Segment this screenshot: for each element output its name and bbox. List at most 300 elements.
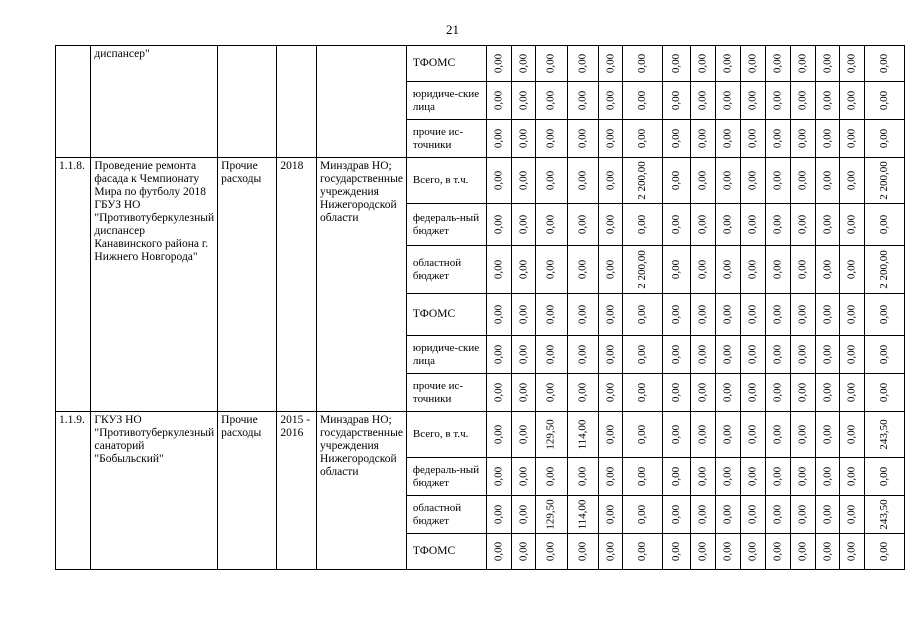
value-cell <box>511 158 536 204</box>
value-cell <box>598 374 623 412</box>
value-text: 0,00 <box>696 259 709 280</box>
value-text: 0,00 <box>545 382 558 403</box>
value-cell <box>662 294 690 336</box>
value-cell <box>511 82 536 120</box>
value-cell <box>567 46 598 82</box>
value-cell <box>662 158 690 204</box>
value-text: 0,00 <box>545 466 558 487</box>
value-cell <box>715 246 740 294</box>
value-cell <box>715 534 740 570</box>
value-text: 0,00 <box>545 344 558 365</box>
value-text: 0,00 <box>492 541 505 562</box>
value-text: 114,00 <box>576 499 589 530</box>
value-text: 0,00 <box>821 259 834 280</box>
value-cell <box>536 204 567 246</box>
value-cell <box>865 82 905 120</box>
value-text: 0,00 <box>576 541 589 562</box>
value-cell <box>790 496 815 534</box>
value-text: 0,00 <box>603 259 616 280</box>
value-text: 0,00 <box>796 382 809 403</box>
value-cell <box>662 82 690 120</box>
item-executor: Минздрав НО; государственные учреждения Нижегородской области <box>317 412 407 570</box>
value-text: 0,00 <box>721 90 734 111</box>
value-text: 0,00 <box>545 170 558 191</box>
value-cell <box>790 336 815 374</box>
value-cell <box>865 204 905 246</box>
value-text: 0,00 <box>516 541 529 562</box>
value-cell <box>567 458 598 496</box>
value-cell <box>715 120 740 158</box>
value-cell <box>598 496 623 534</box>
value-cell <box>623 204 663 246</box>
value-text: 0,00 <box>696 504 709 525</box>
value-text: 0,00 <box>821 504 834 525</box>
value-text: 2 200,00 <box>878 250 891 289</box>
value-text: 0,00 <box>696 128 709 149</box>
funding-source: областной бюджет <box>406 496 486 534</box>
value-text: 0,00 <box>845 424 858 445</box>
value-cell <box>567 294 598 336</box>
funding-source: Всего, в т.ч. <box>406 158 486 204</box>
item-name: ГКУЗ НО "Противотуберкулезный санаторий "Бобыльский" <box>91 412 218 570</box>
value-cell <box>536 46 567 82</box>
value-text: 0,00 <box>516 466 529 487</box>
value-text: 0,00 <box>821 53 834 74</box>
value-cell <box>840 458 865 496</box>
value-cell <box>486 458 511 496</box>
value-cell <box>623 374 663 412</box>
value-text: 0,00 <box>545 53 558 74</box>
value-text: 0,00 <box>821 214 834 235</box>
value-text: 0,00 <box>603 304 616 325</box>
value-text: 0,00 <box>636 53 649 74</box>
value-cell <box>740 496 765 534</box>
value-cell <box>815 412 840 458</box>
value-cell <box>691 82 716 120</box>
value-text: 0,00 <box>603 90 616 111</box>
value-text: 0,00 <box>636 466 649 487</box>
value-cell <box>740 458 765 496</box>
value-text: 0,00 <box>771 214 784 235</box>
item-executor <box>317 46 407 158</box>
value-cell <box>486 496 511 534</box>
value-cell <box>511 458 536 496</box>
value-text: 0,00 <box>492 90 505 111</box>
value-text: 0,00 <box>492 504 505 525</box>
value-cell <box>840 294 865 336</box>
value-cell <box>740 120 765 158</box>
value-cell <box>715 412 740 458</box>
value-text: 0,00 <box>796 504 809 525</box>
value-text: 0,00 <box>603 53 616 74</box>
value-text: 0,00 <box>516 170 529 191</box>
value-text: 2 200,00 <box>636 161 649 200</box>
value-text: 0,00 <box>492 304 505 325</box>
value-cell <box>815 46 840 82</box>
value-cell <box>536 336 567 374</box>
value-cell <box>536 158 567 204</box>
value-cell <box>765 120 790 158</box>
value-text: 0,00 <box>845 466 858 487</box>
value-cell <box>536 412 567 458</box>
value-text: 0,00 <box>669 424 682 445</box>
value-text: 0,00 <box>796 344 809 365</box>
value-cell <box>486 120 511 158</box>
value-cell <box>740 534 765 570</box>
value-text: 0,00 <box>771 466 784 487</box>
value-text: 0,00 <box>669 128 682 149</box>
value-cell <box>815 374 840 412</box>
expense-type: Прочие расходы <box>218 412 277 570</box>
budget-table <box>55 45 905 570</box>
value-text: 0,00 <box>746 424 759 445</box>
value-cell <box>790 458 815 496</box>
value-text: 0,00 <box>771 128 784 149</box>
value-cell <box>598 412 623 458</box>
value-cell <box>511 46 536 82</box>
value-text: 0,00 <box>516 304 529 325</box>
value-cell <box>840 120 865 158</box>
value-cell <box>691 204 716 246</box>
value-cell <box>511 336 536 374</box>
item-name: диспансер" <box>91 46 218 158</box>
value-cell <box>486 374 511 412</box>
value-cell <box>815 458 840 496</box>
value-text: 0,00 <box>696 424 709 445</box>
funding-source: ТФОМС <box>406 534 486 570</box>
value-text: 0,00 <box>636 90 649 111</box>
value-text: 0,00 <box>796 170 809 191</box>
value-cell <box>536 120 567 158</box>
value-cell <box>567 204 598 246</box>
value-text: 0,00 <box>796 541 809 562</box>
funding-source: прочие ис-точники <box>406 120 486 158</box>
value-text: 0,00 <box>545 214 558 235</box>
value-cell <box>511 412 536 458</box>
value-cell <box>790 82 815 120</box>
value-cell <box>536 294 567 336</box>
value-cell <box>790 294 815 336</box>
value-text: 0,00 <box>721 214 734 235</box>
value-text: 0,00 <box>796 53 809 74</box>
value-text: 0,00 <box>576 214 589 235</box>
value-text: 0,00 <box>545 259 558 280</box>
value-cell <box>623 458 663 496</box>
value-cell <box>840 496 865 534</box>
value-cell <box>840 82 865 120</box>
value-cell <box>740 246 765 294</box>
value-text: 0,00 <box>636 424 649 445</box>
value-cell <box>715 374 740 412</box>
value-cell <box>598 120 623 158</box>
value-text: 0,00 <box>516 90 529 111</box>
value-cell <box>790 46 815 82</box>
value-cell <box>691 120 716 158</box>
value-text: 0,00 <box>845 304 858 325</box>
value-text: 0,00 <box>492 128 505 149</box>
value-cell <box>662 336 690 374</box>
value-text: 0,00 <box>771 53 784 74</box>
value-text: 0,00 <box>636 128 649 149</box>
value-text: 0,00 <box>576 53 589 74</box>
value-cell <box>691 158 716 204</box>
value-cell <box>598 458 623 496</box>
value-text: 0,00 <box>669 214 682 235</box>
value-cell <box>511 294 536 336</box>
table-row <box>56 412 905 458</box>
value-text: 0,00 <box>492 466 505 487</box>
value-text: 0,00 <box>721 128 734 149</box>
value-text: 0,00 <box>845 344 858 365</box>
value-text: 243,50 <box>878 419 891 450</box>
value-cell <box>815 496 840 534</box>
value-text: 0,00 <box>636 382 649 403</box>
value-text: 0,00 <box>878 214 891 235</box>
value-text: 0,00 <box>576 259 589 280</box>
value-cell <box>662 246 690 294</box>
expense-type <box>218 46 277 158</box>
value-cell <box>486 336 511 374</box>
value-text: 0,00 <box>878 304 891 325</box>
value-cell <box>790 120 815 158</box>
value-text: 0,00 <box>771 504 784 525</box>
value-text: 0,00 <box>669 259 682 280</box>
value-cell <box>598 294 623 336</box>
value-cell <box>567 158 598 204</box>
value-text: 0,00 <box>878 466 891 487</box>
value-cell <box>740 204 765 246</box>
value-cell <box>567 246 598 294</box>
value-cell <box>486 82 511 120</box>
value-cell <box>486 412 511 458</box>
value-text: 0,00 <box>845 214 858 235</box>
value-cell <box>840 412 865 458</box>
value-text: 0,00 <box>796 90 809 111</box>
value-cell <box>662 374 690 412</box>
value-cell <box>765 204 790 246</box>
value-text: 0,00 <box>845 504 858 525</box>
value-cell <box>623 496 663 534</box>
value-text: 0,00 <box>516 53 529 74</box>
value-cell <box>486 158 511 204</box>
value-cell <box>567 120 598 158</box>
value-cell <box>840 158 865 204</box>
value-cell <box>765 336 790 374</box>
value-cell <box>623 158 663 204</box>
value-cell <box>715 158 740 204</box>
value-text: 0,00 <box>746 344 759 365</box>
value-text: 0,00 <box>516 214 529 235</box>
value-text: 0,00 <box>669 541 682 562</box>
value-cell <box>623 294 663 336</box>
funding-source: областной бюджет <box>406 246 486 294</box>
value-text: 0,00 <box>771 541 784 562</box>
value-text: 0,00 <box>636 541 649 562</box>
value-text: 0,00 <box>669 466 682 487</box>
funding-source: федераль-ный бюджет <box>406 458 486 496</box>
value-text: 0,00 <box>796 128 809 149</box>
value-text: 0,00 <box>669 170 682 191</box>
value-cell <box>691 46 716 82</box>
value-text: 0,00 <box>721 382 734 403</box>
value-text: 0,00 <box>492 344 505 365</box>
value-text: 0,00 <box>771 424 784 445</box>
value-text: 0,00 <box>746 304 759 325</box>
value-text: 0,00 <box>878 90 891 111</box>
value-cell <box>662 458 690 496</box>
value-cell <box>598 46 623 82</box>
value-text: 0,00 <box>771 90 784 111</box>
value-cell <box>691 412 716 458</box>
value-text: 0,00 <box>771 170 784 191</box>
value-text: 0,00 <box>545 541 558 562</box>
value-cell <box>715 496 740 534</box>
value-text: 0,00 <box>603 541 616 562</box>
value-cell <box>740 374 765 412</box>
value-text: 0,00 <box>696 90 709 111</box>
value-cell <box>840 374 865 412</box>
value-text: 0,00 <box>796 466 809 487</box>
value-cell <box>765 158 790 204</box>
value-text: 0,00 <box>721 304 734 325</box>
value-cell <box>715 46 740 82</box>
value-cell <box>865 246 905 294</box>
value-text: 0,00 <box>669 382 682 403</box>
value-cell <box>790 412 815 458</box>
value-cell <box>790 204 815 246</box>
page-number: 21 <box>446 22 459 37</box>
value-text: 0,00 <box>603 128 616 149</box>
value-cell <box>662 120 690 158</box>
value-text: 0,00 <box>603 504 616 525</box>
value-cell <box>623 82 663 120</box>
value-text: 0,00 <box>669 304 682 325</box>
value-text: 0,00 <box>771 344 784 365</box>
value-text: 0,00 <box>796 214 809 235</box>
value-text: 0,00 <box>721 466 734 487</box>
value-cell <box>662 412 690 458</box>
value-text: 0,00 <box>746 382 759 403</box>
value-text: 0,00 <box>636 504 649 525</box>
value-text: 0,00 <box>696 344 709 365</box>
value-text: 0,00 <box>821 424 834 445</box>
value-text: 0,00 <box>845 259 858 280</box>
value-text: 0,00 <box>492 424 505 445</box>
value-cell <box>840 534 865 570</box>
value-cell <box>662 46 690 82</box>
value-cell <box>598 82 623 120</box>
value-text: 0,00 <box>696 214 709 235</box>
value-cell <box>623 46 663 82</box>
value-cell <box>740 294 765 336</box>
value-cell <box>765 46 790 82</box>
value-text: 0,00 <box>721 53 734 74</box>
value-cell <box>765 294 790 336</box>
value-cell <box>486 534 511 570</box>
value-text: 0,00 <box>746 214 759 235</box>
value-text: 0,00 <box>636 304 649 325</box>
value-cell <box>567 496 598 534</box>
value-text: 0,00 <box>696 53 709 74</box>
value-text: 0,00 <box>878 128 891 149</box>
value-text: 0,00 <box>545 128 558 149</box>
value-text: 0,00 <box>796 259 809 280</box>
value-cell <box>715 204 740 246</box>
value-cell <box>567 412 598 458</box>
value-text: 0,00 <box>845 541 858 562</box>
value-cell <box>691 336 716 374</box>
value-text: 0,00 <box>878 541 891 562</box>
item-years: 2018 <box>277 158 317 412</box>
value-text: 0,00 <box>603 382 616 403</box>
value-cell <box>623 336 663 374</box>
value-text: 0,00 <box>821 466 834 487</box>
value-cell <box>536 82 567 120</box>
value-cell <box>715 458 740 496</box>
value-cell <box>815 294 840 336</box>
value-text: 0,00 <box>576 128 589 149</box>
value-cell <box>598 246 623 294</box>
value-text: 0,00 <box>576 304 589 325</box>
funding-source: ТФОМС <box>406 294 486 336</box>
item-years <box>277 46 317 158</box>
value-text: 0,00 <box>821 90 834 111</box>
value-cell <box>567 374 598 412</box>
value-text: 0,00 <box>746 541 759 562</box>
value-cell <box>598 158 623 204</box>
value-text: 0,00 <box>603 170 616 191</box>
value-text: 0,00 <box>696 170 709 191</box>
value-text: 0,00 <box>636 344 649 365</box>
value-cell <box>598 534 623 570</box>
value-cell <box>511 496 536 534</box>
value-cell <box>815 82 840 120</box>
value-text: 0,00 <box>492 382 505 403</box>
value-cell <box>691 374 716 412</box>
value-cell <box>865 336 905 374</box>
value-text: 0,00 <box>603 214 616 235</box>
value-text: 0,00 <box>845 170 858 191</box>
value-cell <box>790 374 815 412</box>
value-cell <box>486 204 511 246</box>
value-text: 0,00 <box>721 504 734 525</box>
value-cell <box>865 496 905 534</box>
value-cell <box>567 336 598 374</box>
value-text: 2 200,00 <box>636 250 649 289</box>
value-cell <box>865 534 905 570</box>
value-cell <box>567 82 598 120</box>
value-text: 0,00 <box>696 304 709 325</box>
value-cell <box>691 534 716 570</box>
value-text: 0,00 <box>516 128 529 149</box>
value-cell <box>765 458 790 496</box>
value-text: 0,00 <box>821 382 834 403</box>
value-text: 0,00 <box>516 382 529 403</box>
value-text: 0,00 <box>796 424 809 445</box>
value-cell <box>691 246 716 294</box>
value-text: 0,00 <box>516 504 529 525</box>
value-text: 0,00 <box>796 304 809 325</box>
value-cell <box>765 534 790 570</box>
value-text: 0,00 <box>771 382 784 403</box>
value-text: 0,00 <box>696 541 709 562</box>
value-text: 129,50 <box>545 499 558 530</box>
value-cell <box>740 412 765 458</box>
value-text: 0,00 <box>576 170 589 191</box>
item-name: Проведение ремонта фасада к Чемпионату Мира по футболу 2018 ГБУЗ НО "Противотуберкулезный диспансер Канавинского района г. Нижнего Новгорода" <box>91 158 218 412</box>
value-cell <box>865 458 905 496</box>
table-body <box>56 46 905 570</box>
